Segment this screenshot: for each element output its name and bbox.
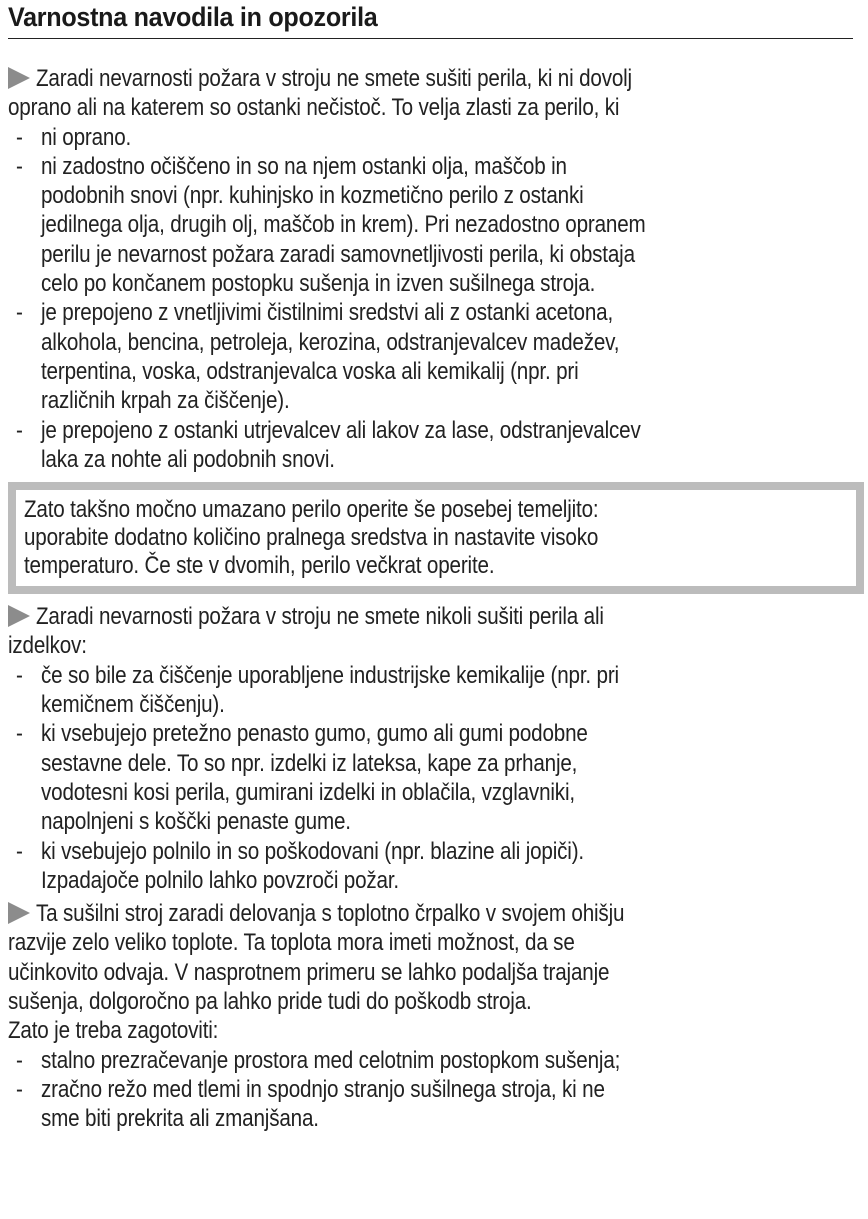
list-item-line: celo po končanem postopku sušenja in izven sušilnega stroja. (41, 270, 596, 298)
list-item-line: alkohola, bencina, petroleja, kerozina, odstranjevalcev madežev, (41, 328, 620, 356)
bullet-dash: - (16, 1046, 23, 1074)
bullet-dash: - (16, 152, 23, 180)
list-item-line: vodotesni kosi perila, gumirani izdelki in oblačila, vzglavniki, (41, 778, 575, 806)
list-item-line: je prepojeno z vnetljivimi čistilnimi sredstvi ali z ostanki acetona, (41, 299, 614, 327)
list-item-line: sestavne dele. To so npr. izdelki iz lateksa, kape za prhanje, (41, 749, 578, 777)
bullet-dash: - (16, 299, 23, 327)
list-item-line: napolnjeni s koščki penaste gume. (41, 808, 351, 836)
list-item-line: je prepojeno z ostanki utrjevalcev ali lakov za lase, odstranjevalcev (41, 416, 641, 444)
list-item (8, 837, 858, 896)
bullet-dash: - (16, 837, 23, 865)
lead-line: Zato je treba zagotoviti: (8, 1017, 219, 1045)
list-item-line: ki vsebujejo pretežno penasto gumo, gumo ali gumi podobne (41, 720, 588, 748)
warning-paragraph-fire-never-dry (8, 602, 858, 895)
list-item-line: kemičnem čiščenju). (41, 691, 225, 719)
warning-paragraph-heat-ventilation (8, 899, 858, 1133)
bullet-dash: - (16, 123, 23, 151)
list-item (8, 152, 858, 298)
bullet-dash: - (16, 661, 23, 689)
warning-paragraph-fire-insufficiently-washed (8, 64, 858, 474)
paragraph-line: Zaradi nevarnosti požara v stroju ne smete nikoli sušiti perila ali (36, 603, 604, 631)
list-item (8, 416, 858, 475)
list-item-line: perilu je nevarnost požara zaradi samovnetljivosti perila, ki obstaja (41, 240, 635, 268)
bullet-dash: - (16, 720, 23, 748)
list-item-line: stalno prezračevanje prostora med celotnim postopkom sušenja; (41, 1046, 621, 1074)
paragraph-line: učinkovito odvaja. V nasprotnem primeru se lahko podaljša trajanje (8, 958, 610, 986)
list-item-line: ni zadostno očiščeno in so na njem ostanki olja, maščob in (41, 152, 567, 180)
list-item-line: Izpadajoče polnilo lahko povzroči požar. (41, 866, 400, 894)
list-item (8, 661, 858, 720)
list-item (8, 1075, 858, 1134)
notice-line: Zato takšno močno umazano perilo operite še posebej temeljito: (24, 496, 599, 524)
notice-line: temperaturo. Če ste v dvomih, perilo večkrat operite. (24, 552, 495, 580)
notice-line: uporabite dodatno količino pralnega sredstva in nastavite visoko (24, 524, 599, 552)
paragraph-line: izdelkov: (8, 632, 87, 660)
list-item-line: različnih krpah za čiščenje). (41, 387, 290, 415)
notice-box (8, 482, 864, 594)
list-item-line: ni oprano. (41, 123, 132, 151)
list-item-line: ki vsebujejo polnilo in so poškodovani (npr. blazine ali jopiči). (41, 837, 584, 865)
paragraph-line: Zaradi nevarnosti požara v stroju ne smete sušiti perila, ki ni dovolj (36, 65, 632, 92)
list-item (8, 123, 858, 152)
list-item-line: podobnih snovi (npr. kuhinjsko in kozmetično perilo z ostanki (41, 182, 584, 210)
title-divider (8, 38, 853, 39)
list-item-line: sme biti prekrita ali zmanjšana. (41, 1105, 319, 1133)
triangle-right-icon (8, 67, 30, 89)
list-item-line: če so bile za čiščenje uporabljene industrijske kemikalije (npr. pri (41, 661, 619, 689)
list-item-line: terpentina, voska, odstranjevalca voska ali kemikalij (npr. pri (41, 357, 579, 385)
triangle-right-icon (8, 605, 30, 627)
section-title: Varnostna navodila in opozorila (8, 2, 378, 32)
list-item (8, 1046, 858, 1075)
paragraph-line: oprano ali na katerem so ostanki nečistoč. To velja zlasti za perilo, ki (8, 94, 620, 122)
bullet-dash: - (16, 416, 23, 444)
list-item (8, 719, 858, 836)
paragraph-line: Ta sušilni stroj zaradi delovanja s toplotno črpalko v svojem ohišju (36, 900, 625, 928)
paragraph-line: sušenja, dolgoročno pa lahko pride tudi do poškodb stroja. (8, 988, 532, 1016)
list-item-line: laka za nohte ali podobnih snovi. (41, 445, 335, 473)
list-item-line: jedilnega olja, drugih olj, maščob in krem). Pri nezadostno opranem (41, 211, 646, 239)
paragraph-line: razvije zelo veliko toplote. Ta toplota mora imeti možnost, da se (8, 929, 575, 957)
list-item (8, 298, 858, 415)
list-item-line: zračno režo med tlemi in spodnjo stranjo sušilnega stroja, ki ne (41, 1075, 605, 1103)
content (8, 64, 858, 1134)
triangle-right-icon (8, 902, 30, 924)
bullet-dash: - (16, 1075, 23, 1103)
